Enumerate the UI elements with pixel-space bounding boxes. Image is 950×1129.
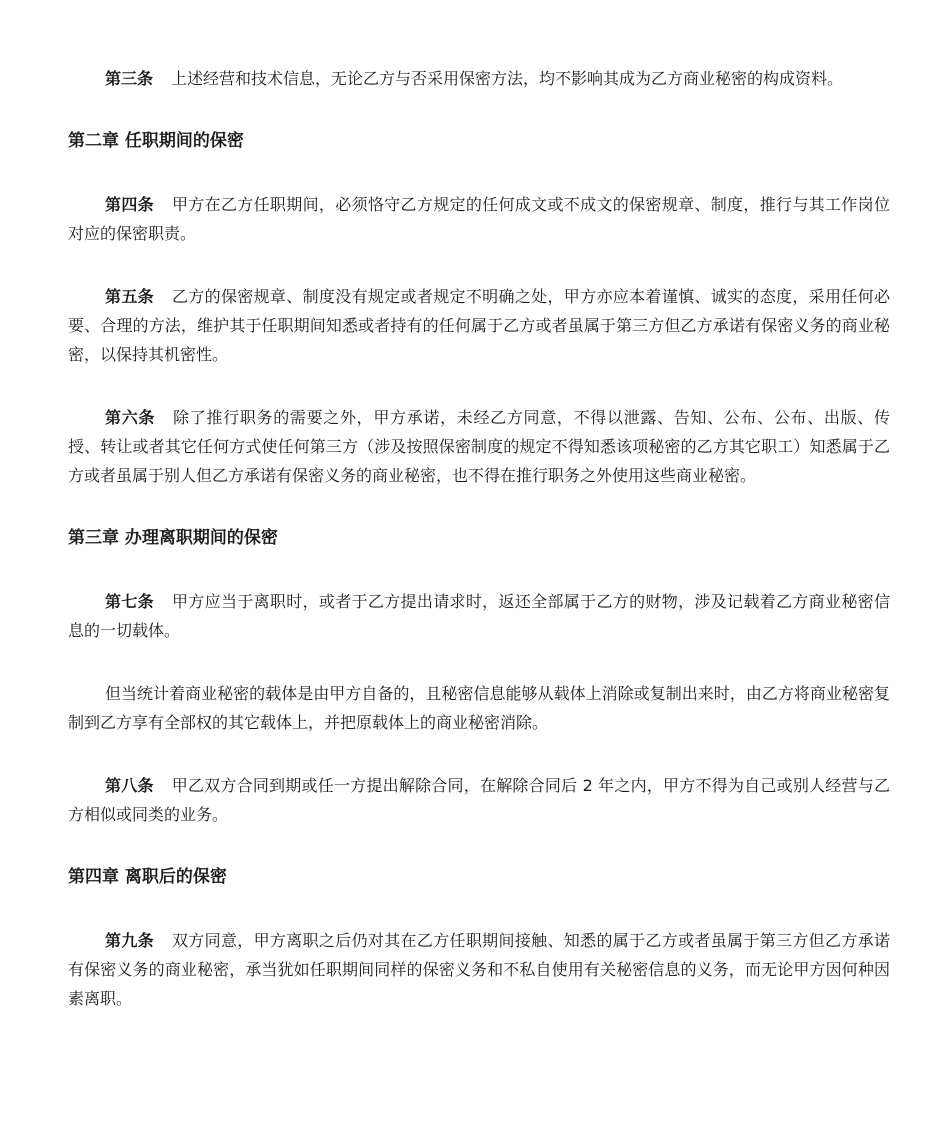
- article-4: [68, 190, 890, 248]
- article-8: [68, 771, 890, 829]
- article-5: [68, 282, 890, 369]
- article-7-label: 第七条: [105, 592, 154, 611]
- chapter-3-heading: 第三章 办理离职期间的保密: [68, 528, 278, 548]
- article-5-text: 乙方的保密规章、制度没有规定或者规定不明确之处，甲方亦应本着谨慎、诚实的态度，采用任何必要、合理的方法，维护其于任职期间知悉或者持有的任何属于乙方或者虽属于第三方但乙方承诺有保密义务的商业秘密，以保持其机密性。: [68, 287, 890, 364]
- article-6-text: 除了推行职务的需要之外，甲方承诺，未经乙方同意，不得以泄露、告知、公布、公布、出版、传授、转让或者其它任何方式使任何第三方（涉及按照保密制度的规定不得知悉该项秘密的乙方其它职工）知悉属于乙方或者虽属于别人但乙方承诺有保密义务的商业秘密，也不得在推行职务之外使用这些商业秘密。: [68, 408, 890, 485]
- chapter-4-heading: 第四章 离职后的保密: [68, 867, 227, 887]
- article-7-continuation: 但当统计着商业秘密的载体是由甲方自备的，且秘密信息能够从载体上消除或复制出来时，由乙方将商业秘密复制到乙方享有全部权的其它载体上，并把原载体上的商业秘密消除。: [68, 684, 890, 732]
- article-4-text: 甲方在乙方任职期间，必须恪守乙方规定的任何成文或不成文的保密规章、制度，推行与其工作岗位对应的保密职责。: [68, 195, 890, 243]
- article-5-label: 第五条: [105, 287, 154, 306]
- article-9: [68, 926, 890, 1013]
- article-3-text: 上述经营和技术信息，无论乙方与否采用保密方法，均不影响其成为乙方商业秘密的构成资料。: [171, 69, 844, 88]
- article-7: [68, 587, 890, 645]
- article-3-label: 第三条: [105, 69, 154, 88]
- article-8-text: 甲乙双方合同到期或任一方提出解除合同，在解除合同后 2 年之内，甲方不得为自己或别人经营与乙方相似或同类的业务。: [68, 776, 890, 824]
- article-4-label: 第四条: [105, 195, 154, 214]
- chapter-2-heading: 第二章 任职期间的保密: [68, 131, 244, 151]
- article-7-text: 甲方应当于离职时，或者于乙方提出请求时，返还全部属于乙方的财物，涉及记载着乙方商业秘密信息的一切载体。: [68, 592, 890, 640]
- article-6-label: 第六条: [105, 408, 156, 427]
- article-8-label: 第八条: [105, 776, 154, 795]
- article-9-label: 第九条: [105, 931, 154, 950]
- article-9-text: 双方同意，甲方离职之后仍对其在乙方任职期间接触、知悉的属于乙方或者虽属于第三方但乙方承诺有保密义务的商业秘密，承当犹如任职期间同样的保密义务和不私自使用有关秘密信息的义务，而无论甲方因何种因素离职。: [68, 931, 890, 1008]
- article-6: [68, 403, 890, 490]
- document-page: [68, 64, 890, 1013]
- article-3: [68, 64, 890, 93]
